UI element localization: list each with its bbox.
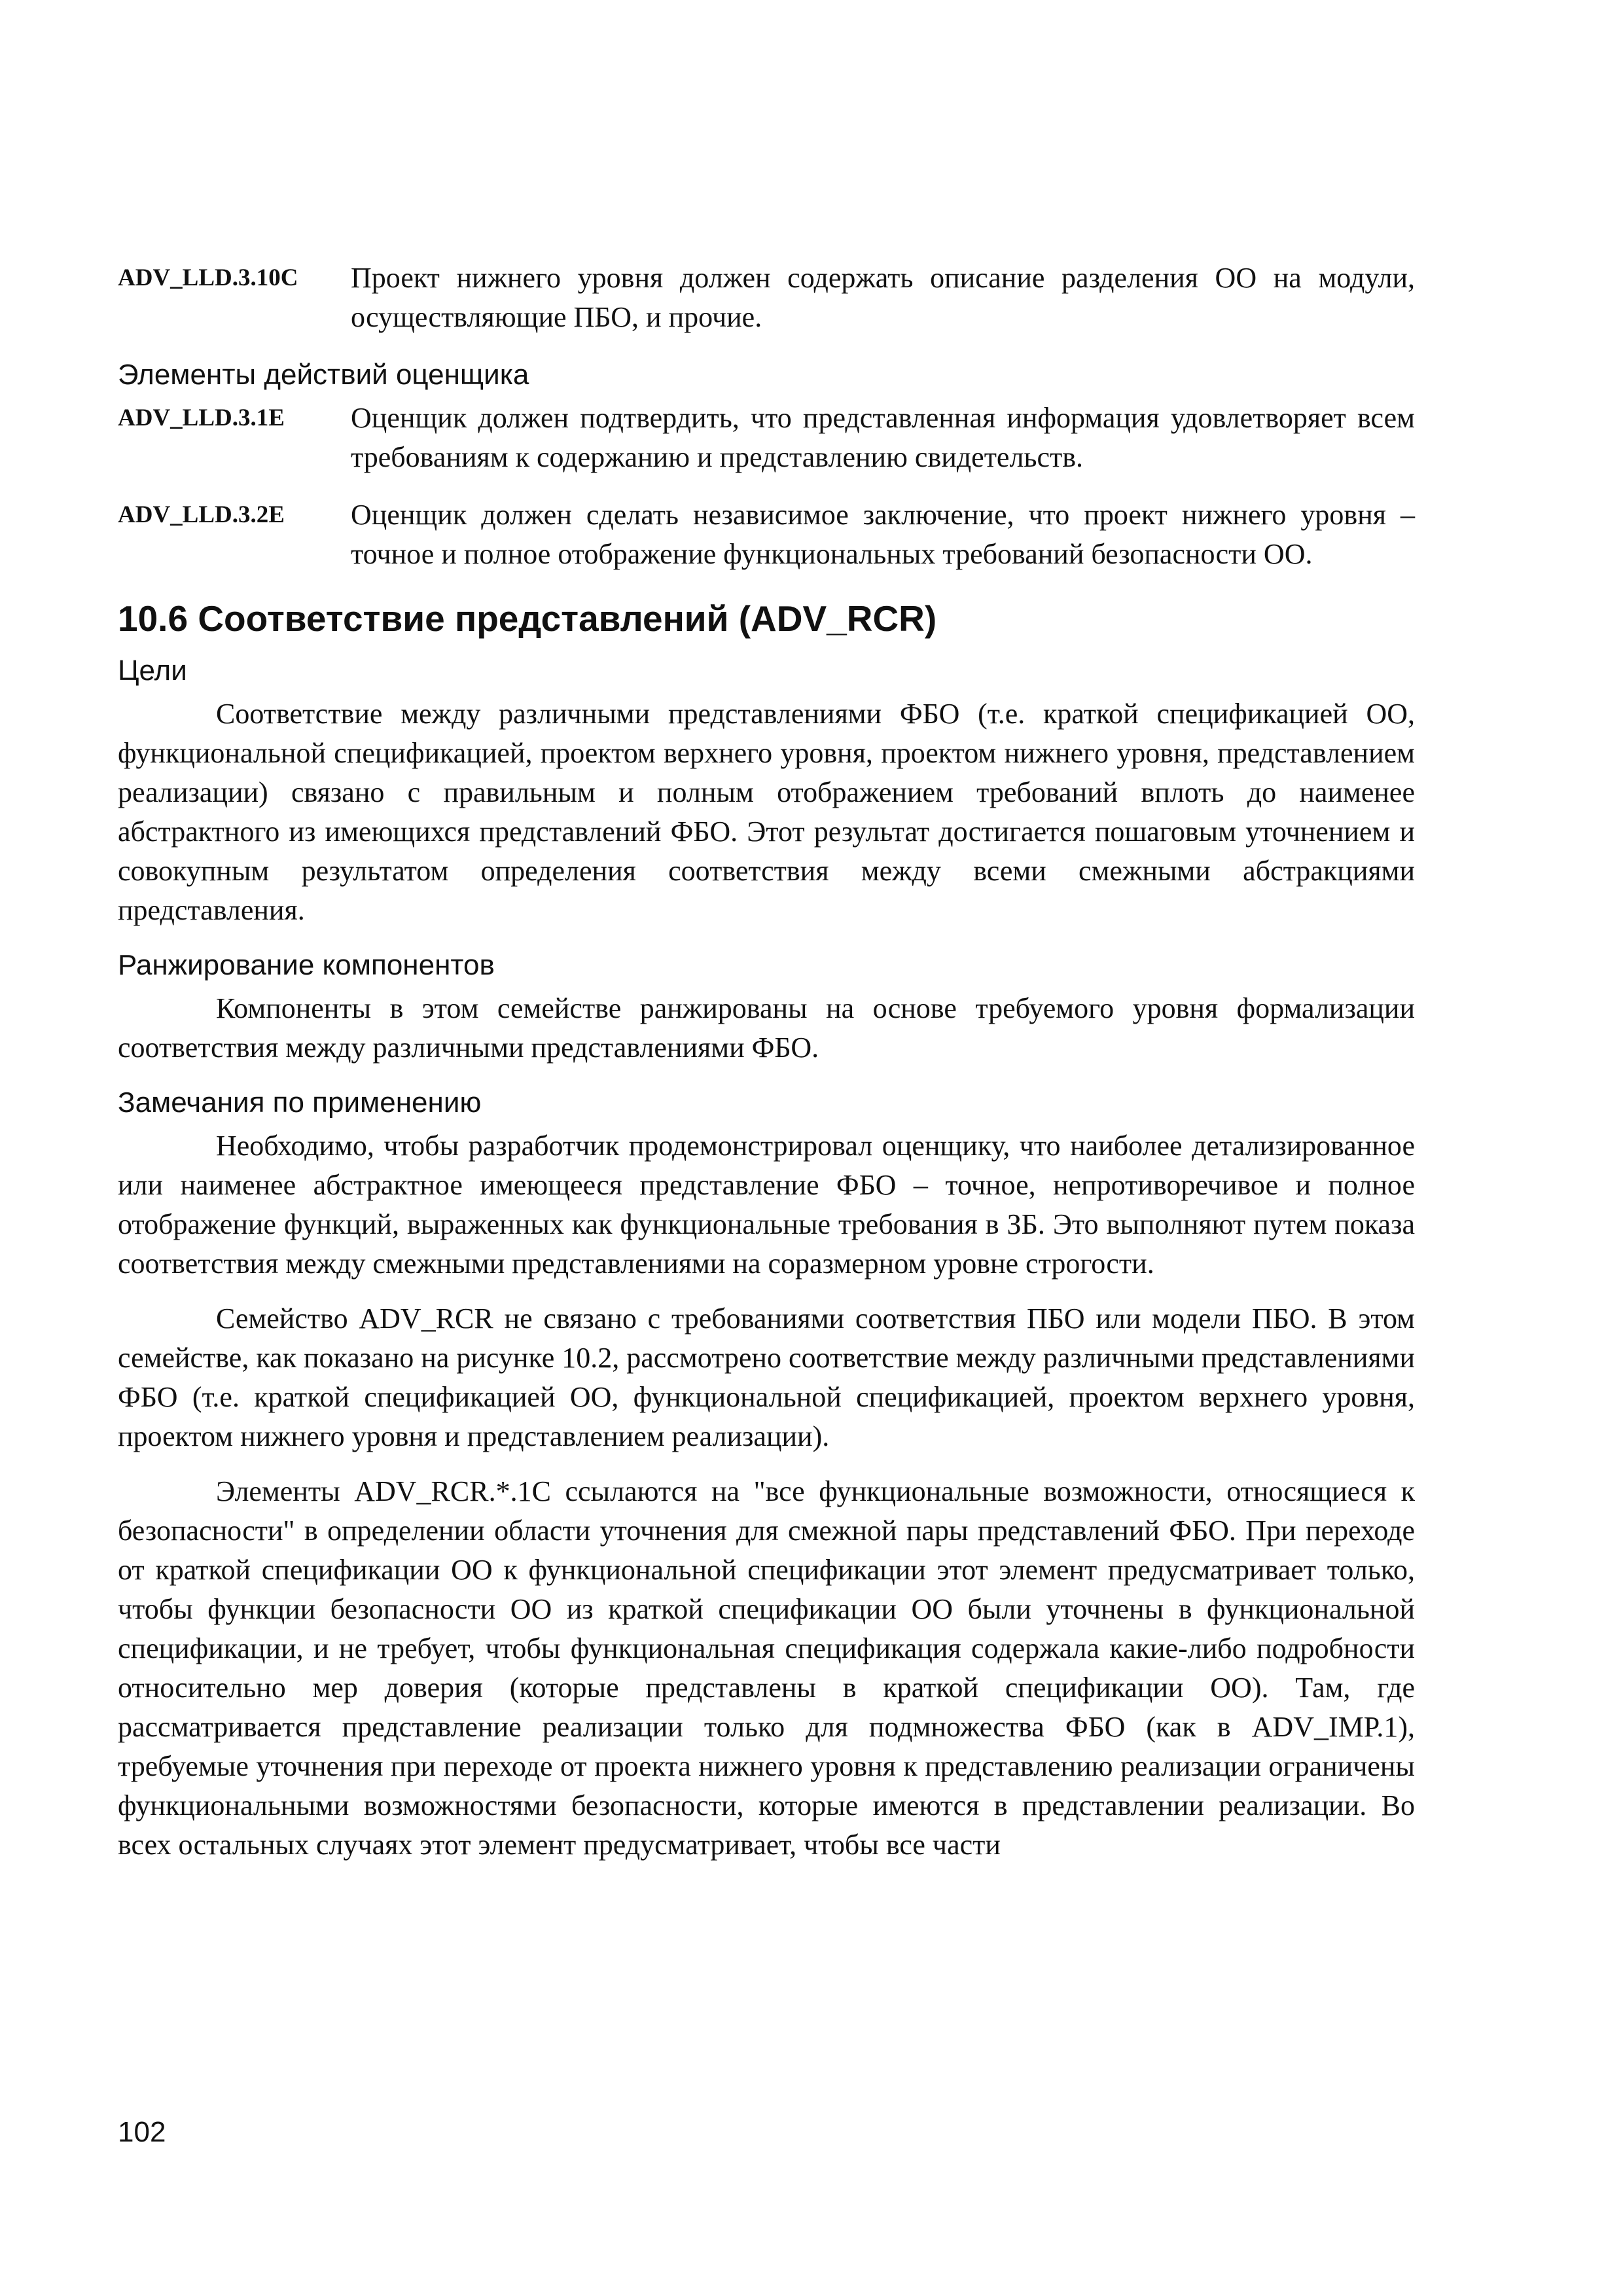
- requirement-item: [118, 259, 1415, 337]
- ranking-paragraph: Компоненты в этом семействе ранжированы на основе требуемого уровня формализации соответствия между различными представлениями ФБО.: [118, 992, 1415, 1064]
- requirement-id: ADV_LLD.3.2E: [118, 501, 285, 528]
- goals-paragraph: Соответствие между различными представлениями ФБО (т.е. краткой спецификацией ОО, функциональной спецификацией, проектом верхнего уровня, проектом нижнего уровня, представлением реализации) связано с правильным и полным отображением требований вплоть до наименее абстрактного из имеющихся представлений ФБО. Этот результат достигается пошаговым уточнением и совокупным результатом определения соответствия между всеми смежными абстракциями представления.: [118, 698, 1415, 926]
- notes-paragraph: Элементы ADV_RCR.*.1C ссылаются на "все функциональные возможности, относящиеся к безопасности" в определении области уточнения для смежной пары представлений ФБО. При переходе от краткой спецификации ОО к функциональной спецификации этот элемент предусматривает только, чтобы функции безопасности ОО из краткой спецификации ОО были уточнены в функциональной спецификации, и не требует, чтобы функциональная спецификация содержала какие-либо подробности относительно мер доверия (которые представлены в краткой спецификации ОО). Там, где рассматривается представление реализации только для подмножества ФБО (как в ADV_IMP.1), требуемые уточнения при переходе от проекта нижнего уровня к представлению реализации ограничены функциональными возможностями безопасности, которые имеются в представлении реализации. Во всех остальных случаях этот элемент предусматривает, чтобы все части: [118, 1475, 1415, 1861]
- requirement-text: Оценщик должен сделать независимое заключение, что проект нижнего уровня – точное и полное отображение функциональных требований безопасности ОО.: [351, 499, 1415, 570]
- evaluator-actions-heading: Элементы действий оценщика: [118, 359, 529, 391]
- requirement-text: Оценщик должен подтвердить, что представленная информация удовлетворяет всем требованиям к содержанию и представлению свидетельств.: [351, 402, 1415, 473]
- notes-paragraph: Необходимо, чтобы разработчик продемонстрировал оценщику, что наиболее детализированное или наименее абстрактное имеющееся представление ФБО – точное, непротиворечивое и полное отображение функций, выраженных как функциональные требования в ЗБ. Это выполняют путем показа соответствия между смежными представлениями на соразмерном уровне строгости.: [118, 1130, 1415, 1280]
- notes-paragraph: Семейство ADV_RCR не связано с требованиями соответствия ПБО или модели ПБО. В этом семействе, как показано на рисунке 10.2, рассмотрено соответствие между различными представлениями ФБО (т.е. краткой спецификацией ОО, функциональной спецификацией, проектом верхнего уровня, проектом нижнего уровня и представлением реализации).: [118, 1302, 1415, 1452]
- requirement-id: ADV_LLD.3.10C: [118, 264, 298, 291]
- application-notes-heading: Замечания по применению: [118, 1086, 482, 1119]
- requirement-item: [118, 495, 1415, 574]
- requirement-id: ADV_LLD.3.1E: [118, 404, 285, 431]
- requirement-text: Проект нижнего уровня должен содержать описание разделения ОО на модули, осуществляющие ПБО, и прочие.: [351, 262, 1415, 333]
- document-page: [118, 259, 1415, 1880]
- section-title: 10.6 Соответствие представлений (ADV_RCR): [118, 598, 937, 639]
- goals-heading: Цели: [118, 655, 187, 687]
- requirement-item: [118, 399, 1415, 477]
- ranking-heading: Ранжирование компонентов: [118, 949, 495, 981]
- page-number: 102: [118, 2116, 166, 2148]
